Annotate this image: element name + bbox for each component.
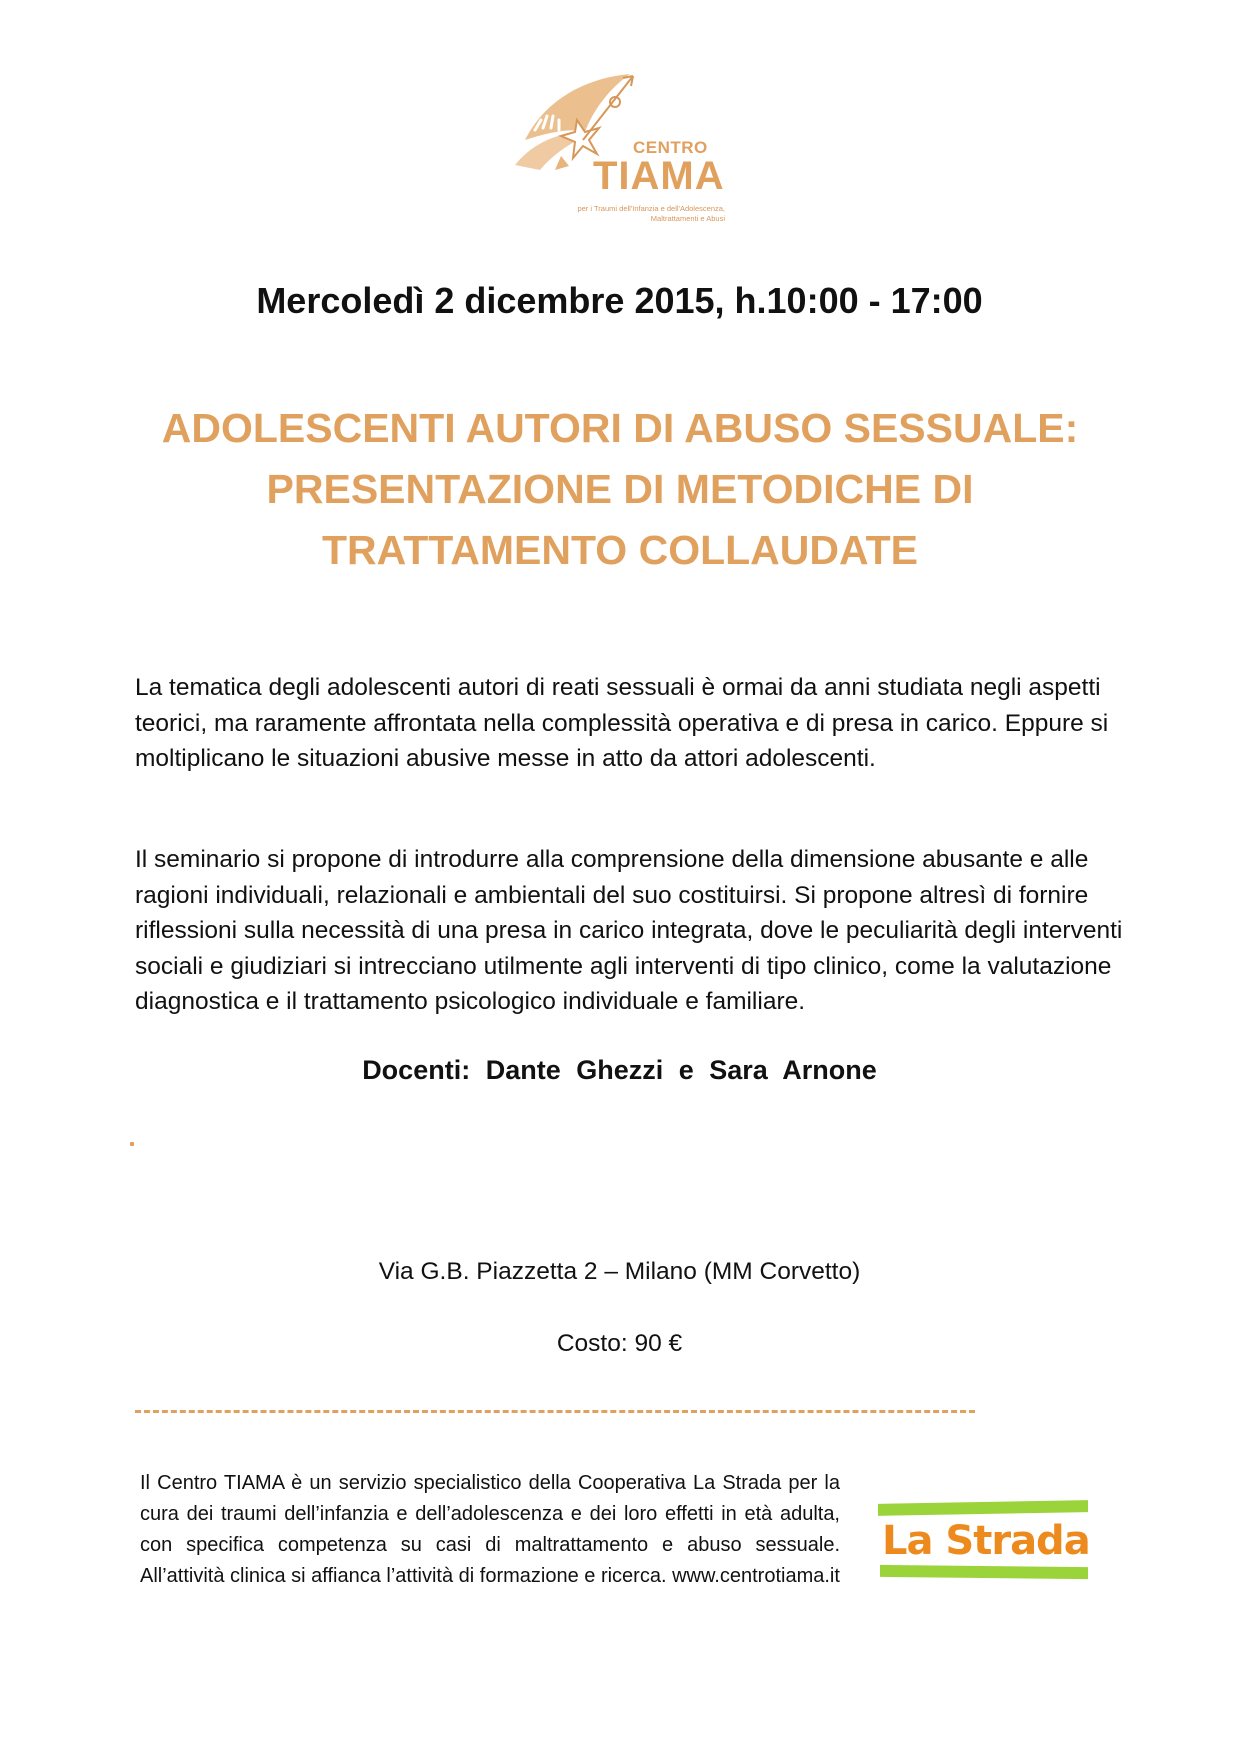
logo-tagline-line2: Maltrattamenti e Abusi [650,214,725,223]
footer-description: Il Centro TIAMA è un servizio specialistico della Cooperativa La Strada per la cura dei traumi dell’infanzia e dell’adolescenza e dei loro effetti in età adulta, con specifica competenza su casi di maltrattamento e abuso sessuale. All’attività clinica si affianca l’attività di formazione e ricerca. www.centrotiama.it [140,1472,840,1587]
la-strada-band-top [878,1500,1088,1516]
la-strada-band-bottom [880,1565,1088,1579]
description-paragraph-2: Il seminario si propone di introdurre alla comprensione della dimensione abusante e alle ragioni individuali, relazionali e ambientali del suo costituirsi. Si propone altresì di fornire riflessioni sulla necessità di una presa in carico integrata, dove le peculiarità degli interventi sociali e giudiziari si intrecciano utilmente agli interventi di tipo clinico, come la valutazione diagnostica e il trattamento psicologico individuale e familiare. [135,846,1123,1015]
logo-tagline-line1: per i Traumi dell'Infanzia e dell'Adolescenza, [577,204,725,213]
event-title-line: ADOLESCENTI AUTORI DI ABUSO SESSUALE: [161,405,1079,451]
decorative-dot [130,1142,134,1146]
event-title [120,398,1120,581]
dashed-divider [135,1410,975,1413]
event-address: Via G.B. Piazzetta 2 – Milano (MM Corvetto) [378,1258,861,1285]
logo-tagline [515,204,725,224]
logo-tiama-text: TIAMA [593,154,725,198]
centro-tiama-logo [515,70,730,230]
event-title-line: TRATTAMENTO COLLAUDATE [322,527,918,573]
docenti-line: Docenti: Dante Ghezzi e Sara Arnone [362,1055,877,1085]
logo-centro-text: CENTRO [633,138,708,157]
la-strada-wordmark: La Strada [882,1518,1090,1564]
event-cost: Costo: 90 € [556,1330,683,1357]
event-date-time: Mercoledì 2 dicembre 2015, h.10:00 - 17:00 [256,280,983,321]
la-strada-logo [878,1500,1093,1590]
description-paragraph-1: La tematica degli adolescenti autori di reati sessuali è ormai da anni studiata negli aspetti teorici, ma raramente affrontata nella complessità operativa e di presa in carico. Eppure si moltiplicano le situazioni abusive messe in atto da attori adolescenti. [135,674,1109,772]
event-title-line: PRESENTAZIONE DI METODICHE DI [266,466,974,512]
